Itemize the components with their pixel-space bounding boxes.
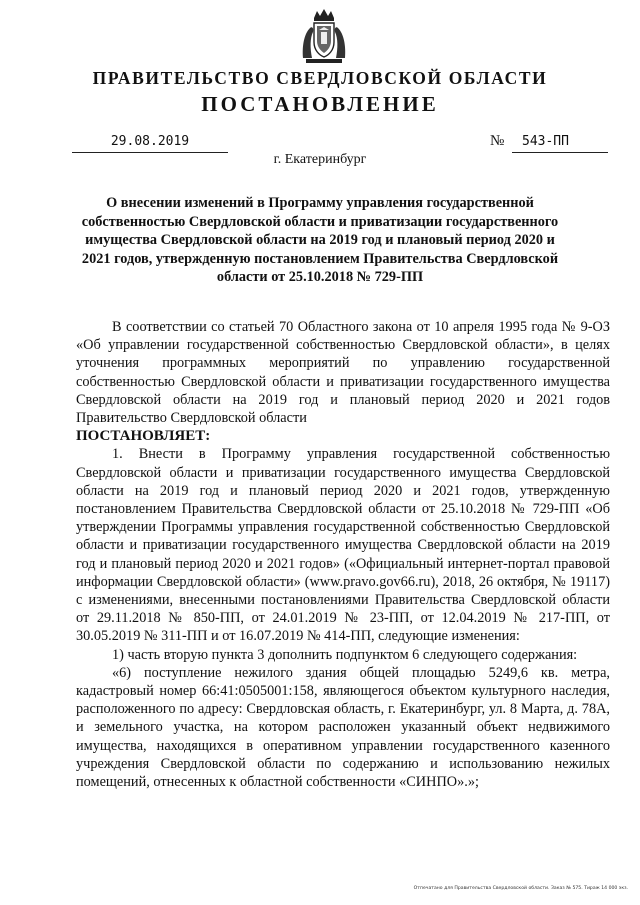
coat-of-arms-emblem bbox=[300, 8, 348, 66]
print-note: Отпечатано для Правительства Свердловской области. Заказ № 575. Тираж 14 000 экз. bbox=[413, 886, 628, 891]
document-number: 543-ПП bbox=[522, 134, 569, 149]
subitem-1-paragraph: 1) часть вторую пункта 3 дополнить подпунктом 6 следующего содержания: bbox=[112, 646, 578, 663]
quoted-amendment: «6) поступление нежилого здания общей площадью 5249,6 кв. метра, кадастровый номер 66:41:0505001:158, являющегося объектом культурного наследия, расположенного по адресу: Свердловская область, г. Екатеринбург, ул. 8 Марта, д. 78А, и земельного участка, на котором расположен указанный объект недвижимого имущества, находящихся в оперативном управлении государственного казенного учреждения Свердловской области по содержанию и использованию нежилых помещений, отнесенных к областной собственности «СИНПО».»; bbox=[76, 664, 610, 791]
document-title: О внесении изменений в Программу управления государственной собственностью Свердловской области и приватизации государственного имущества Свердловской области на 2019 год и плановый период 2020 и 2021 годов, утвержденную постановлением Правительства Свердловской области от 25.10.2018 № 729-ПП bbox=[81, 195, 559, 285]
organization-name: ПРАВИТЕЛЬСТВО СВЕРДЛОВСКОЙ ОБЛАСТИ bbox=[92, 68, 548, 88]
preamble-paragraph: В соответствии со статьей 70 Областного закона от 10 апреля 1995 года № 9-ОЗ «Об управлении государственной собственностью Свердловской области», в целях уточнения программных мероприятий по управлению государственной собственностью Свердловской области и приватизации государственного имущества Свердловской области на 2019 год и плановый период 2020 и 2021 годов Правительство Свердловской области bbox=[76, 319, 610, 427]
item-1-paragraph: 1. Внести в Программу управления государственной собственностью Свердловской области и приватизации государственного имущества Свердловской области на 2019 год и плановый период 2020 и 2021 годов, утвержденную постановлением Правительства Свердловской области от 25.10.2018 № 729-ПП «Об утверждении Программы управления государственной собственностью Свердловской области и приватизации государственного имущества Свердловской области на 2019 год и плановый период 2020 и 2021 годов» («Официальный интернет-портал правовой информации Свердловской области» (www.pravo.gov66.ru), 2018, 26 октября, № 19117) с изменениями, внесенными постановлениями Правительства Свердловской области от 29.11.2018 № 850-ПП, от 24.01.2019 № 23-ПП, от 12.04.2019 № 217-ПП, от 30.05.2019 № 311-ПП и от 16.07.2019 № 414-ПП, следующие изменения: bbox=[76, 446, 610, 645]
city-name: г. Екатеринбург bbox=[273, 152, 367, 167]
document-date: 29.08.2019 bbox=[110, 134, 190, 149]
number-sign: № bbox=[490, 133, 505, 149]
document-body bbox=[76, 318, 610, 791]
document-type: ПОСТАНОВЛЕНИЕ bbox=[201, 92, 439, 116]
decree-word: ПОСТАНОВЛЯЕТ: bbox=[76, 428, 211, 445]
